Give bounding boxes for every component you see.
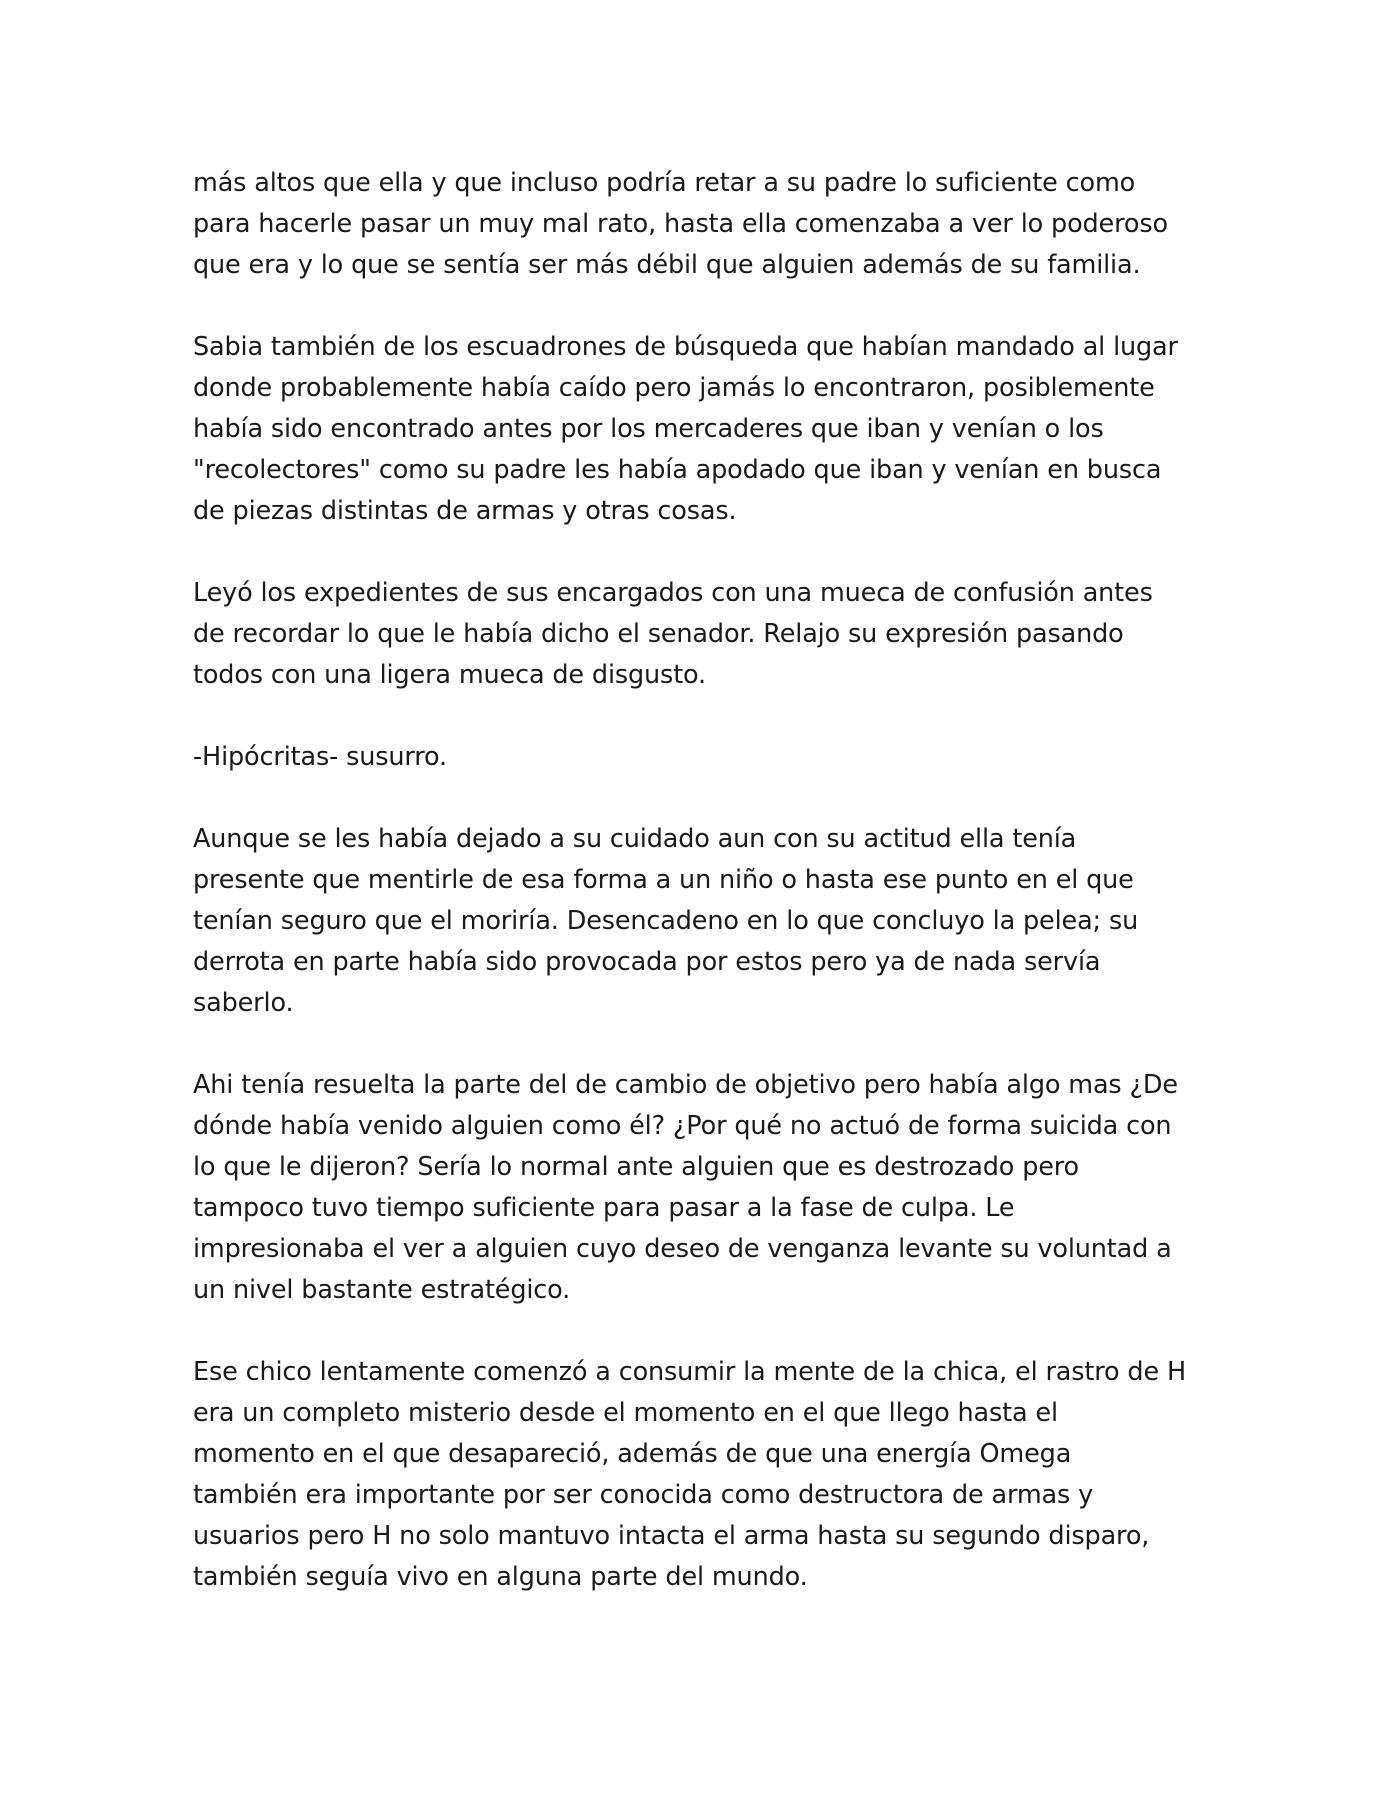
text-line: un nivel bastante estratégico.	[193, 1275, 571, 1305]
text-line: Leyó los expedientes de sus encargados con una mueca de confusión antes	[193, 578, 1153, 608]
text-line: "recolectores" como su padre les había apodado que iban y venían en busca	[193, 455, 1162, 485]
text-line: impresionaba el ver a alguien cuyo deseo de venganza levante su voluntad a	[193, 1234, 1172, 1264]
text-line: de recordar lo que le había dicho el senador. Relajo su expresión pasando	[193, 619, 1124, 649]
text-line: usuarios pero H no solo mantuvo intacta el arma hasta su segundo disparo,	[193, 1521, 1150, 1551]
paragraph-5	[193, 819, 1223, 1024]
paragraph-7	[193, 1352, 1223, 1598]
paragraph-6	[193, 1065, 1223, 1311]
text-line: presente que mentirle de esa forma a un niño o hasta ese punto en el que	[193, 865, 1134, 895]
text-line: dónde había venido alguien como él? ¿Por qué no actuó de forma suicida con	[193, 1111, 1172, 1141]
text-line: para hacerle pasar un muy mal rato, hasta ella comenzaba a ver lo poderoso	[193, 209, 1168, 239]
text-line: donde probablemente había caído pero jamás lo encontraron, posiblemente	[193, 373, 1155, 403]
text-line: todos con una ligera mueca de disgusto.	[193, 660, 707, 690]
text-line: momento en el que desapareció, además de que una energía Omega	[193, 1439, 1072, 1469]
text-line: saberlo.	[193, 988, 294, 1018]
text-line: Sabia también de los escuadrones de búsqueda que habían mandado al lugar	[193, 332, 1178, 362]
text-line: tampoco tuvo tiempo suficiente para pasar a la fase de culpa. Le	[193, 1193, 1015, 1223]
text-line: más altos que ella y que incluso podría retar a su padre lo suficiente como	[193, 168, 1136, 198]
text-line: también era importante por ser conocida como destructora de armas y	[193, 1480, 1094, 1510]
text-line: Ese chico lentamente comenzó a consumir la mente de la chica, el rastro de H	[193, 1357, 1186, 1387]
text-line: de piezas distintas de armas y otras cosas.	[193, 496, 737, 526]
text-line: también seguía vivo en alguna parte del mundo.	[193, 1562, 808, 1592]
text-line: Ahi tenía resuelta la parte del de cambio de objetivo pero había algo mas ¿De	[193, 1070, 1178, 1100]
text-line: tenían seguro que el moriría. Desencadeno en lo que concluyo la pelea; su	[193, 906, 1139, 936]
paragraph-1	[193, 163, 1223, 286]
document-body	[193, 163, 1223, 1598]
text-line: derrota en parte había sido provocada por estos pero ya de nada servía	[193, 947, 1101, 977]
paragraph-4	[193, 737, 1223, 778]
text-line: Aunque se les había dejado a su cuidado aun con su actitud ella tenía	[193, 824, 1077, 854]
text-line: era un completo misterio desde el momento en el que llego hasta el	[193, 1398, 1058, 1428]
paragraph-3	[193, 573, 1223, 696]
paragraph-2	[193, 327, 1223, 532]
text-line: había sido encontrado antes por los mercaderes que iban y venían o los	[193, 414, 1104, 444]
text-line: -Hipócritas- susurro.	[193, 742, 448, 772]
text-line: lo que le dijeron? Sería lo normal ante alguien que es destrozado pero	[193, 1152, 1079, 1182]
text-line: que era y lo que se sentía ser más débil que alguien además de su familia.	[193, 250, 1141, 280]
